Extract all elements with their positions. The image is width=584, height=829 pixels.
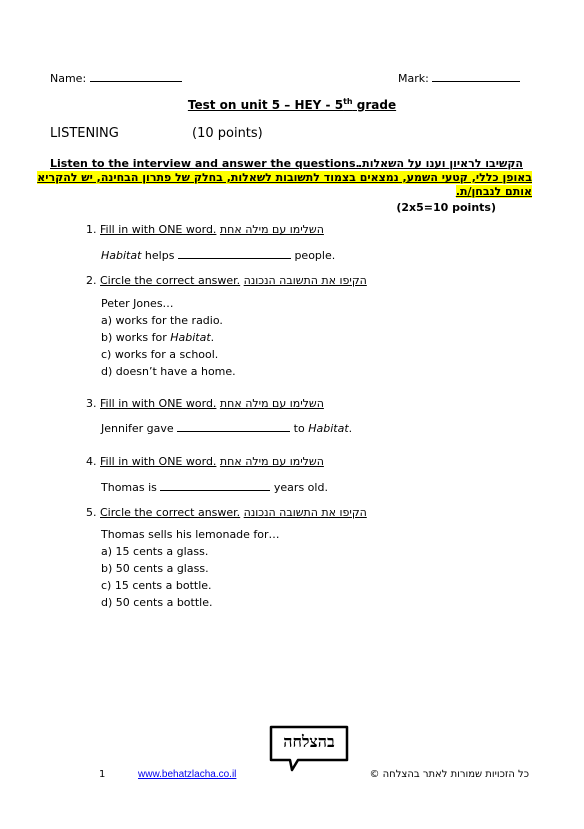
question-5-option-a[interactable]: a) 15 cents a glass. <box>101 545 209 558</box>
name-blank[interactable] <box>90 70 182 82</box>
copyright-text: כל הזכויות שמורות לאתר בהצלחה © <box>369 769 529 780</box>
question-5-options <box>101 543 213 611</box>
page-number: 1 <box>99 769 106 780</box>
question-4-blank[interactable] <box>160 480 270 491</box>
question-5-option-d[interactable]: d) 50 cents a bottle. <box>101 596 213 609</box>
name-field <box>50 70 182 85</box>
logo-text: בהצלחה <box>283 732 335 751</box>
question-5-option-c[interactable]: c) 15 cents a bottle. <box>101 579 212 592</box>
question-2-option-a[interactable]: a) works for the radio. <box>101 314 223 327</box>
mark-field <box>398 70 520 85</box>
question-5-header: 5. Circle the correct answer. הקיפו את התשובה הנכונה <box>86 506 367 519</box>
question-2-options <box>101 312 236 380</box>
instructions-hebrew-3: אותם לנבחן/ת. <box>455 185 532 198</box>
question-3-prompt: Jennifer gave to Habitat. <box>101 422 353 435</box>
instructions-hebrew-2: באופן כללי, קטעי השמע, נמצאים בצמוד לתשובות לשאלות, בחלק של פתרון הבחינה, יש להקריא <box>37 171 532 184</box>
question-4-header: 4. Fill in with ONE word. השלימו עם מילה אחת <box>86 455 324 468</box>
name-label: Name: <box>50 72 87 85</box>
question-1-blank[interactable] <box>178 248 291 259</box>
instructions-hebrew-1: הקשיבו לראיון וענו על השאלות. <box>358 157 523 170</box>
question-2-header: 2. Circle the correct answer. הקיפו את התשובה הנכונה <box>86 274 367 287</box>
question-2-option-c[interactable]: c) works for a school. <box>101 348 219 361</box>
question-2-option-d[interactable]: d) doesn’t have a home. <box>101 365 236 378</box>
instructions-points: (2x5=10 points) <box>396 201 496 214</box>
section-title: LISTENING <box>50 126 119 141</box>
question-5-option-b[interactable]: b) 50 cents a glass. <box>101 562 209 575</box>
mark-label: Mark: <box>398 72 429 85</box>
question-5-stem: Thomas sells his lemonade for… <box>101 528 280 541</box>
test-title: Test on unit 5 – HEY - 5th grade <box>187 97 397 112</box>
question-3-blank[interactable] <box>177 421 290 432</box>
question-4-prompt: Thomas is years old. <box>101 481 328 494</box>
instructions-english: Listen to the interview and answer the questions. <box>50 157 360 170</box>
question-1-prompt: Habitat helps people. <box>101 249 336 262</box>
question-2-option-b[interactable]: b) works for Habitat. <box>101 331 215 344</box>
question-3-header: 3. Fill in with ONE word. השלימו עם מילה אחת <box>86 397 324 410</box>
section-points: (10 points) <box>192 126 263 141</box>
website-link[interactable]: www.behatzlacha.co.il <box>138 769 237 780</box>
question-1-header: 1. Fill in with ONE word. השלימו עם מילה אחת <box>86 223 324 236</box>
mark-blank[interactable] <box>432 70 520 82</box>
question-2-stem: Peter Jones… <box>101 297 174 310</box>
behatzlacha-logo <box>268 724 350 774</box>
